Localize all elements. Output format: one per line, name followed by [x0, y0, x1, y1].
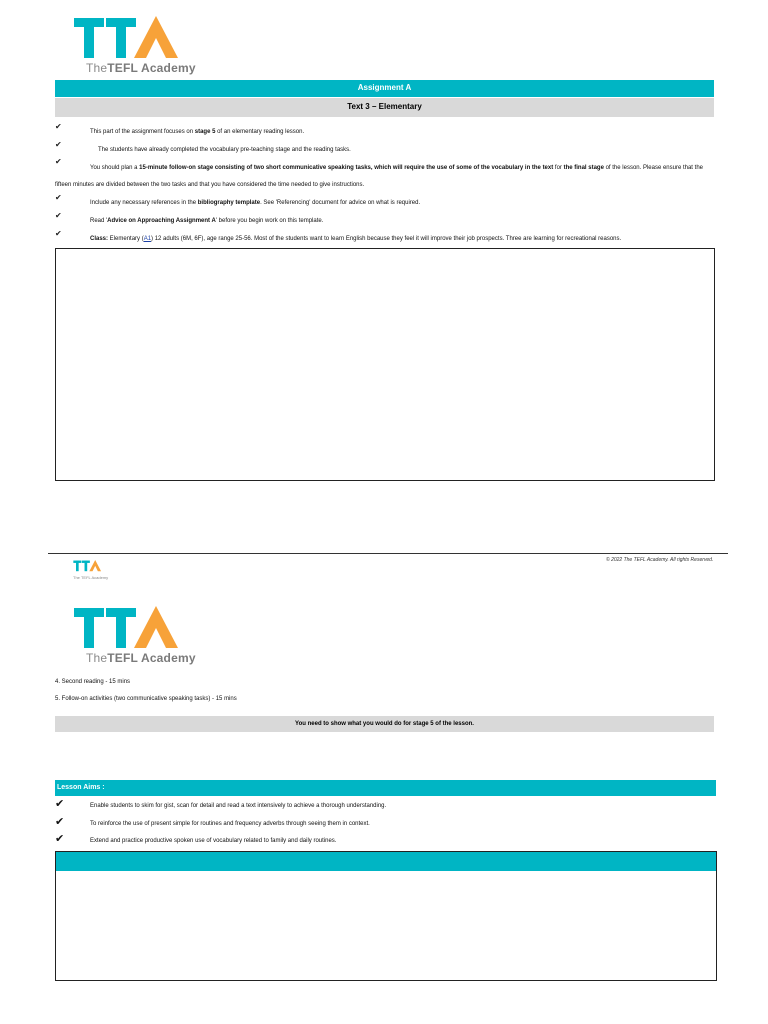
- check-icon: ✔: [55, 140, 62, 149]
- instruction-references: Include any necessary references in the bibliography template. See 'Referencing' document for advice on what is required.: [90, 200, 421, 206]
- logo-subtitle: TheTEFL Academy: [86, 61, 196, 75]
- check-icon: ✔: [55, 833, 65, 845]
- copyright-note: © 2022 The TEFL Academy. All rights Reserved.: [606, 557, 714, 563]
- aim-1: Enable students to skim for gist, scan for detail and read a text intensively to achieve a thorough understanding.: [90, 803, 387, 809]
- stage-5-line: 5. Follow-on activities (two communicative speaking tasks) - 15 mins: [55, 696, 237, 702]
- instruction-advice: Read 'Advice on Approaching Assignment A' before you begin work on this template.: [90, 218, 324, 224]
- instruction-completed: The students have already completed the vocabulary pre-teaching stage and the reading tasks.: [98, 147, 351, 153]
- instruction-plan: You should plan a 15-minute follow-on stage consisting of two short communicative speaking tasks, which will require the use of some of the vocabulary in the text for the final stage of the lesson. Please ensure that the: [90, 165, 703, 171]
- stage-note-bar: You need to show what you would do for stage 5 of the lesson.: [55, 716, 714, 732]
- text-title-bar: Text 3 – Elementary: [55, 98, 714, 117]
- instruction-plan-continued: fifteen minutes are divided between the two tasks and that you have considered the time needed to give instructions.: [55, 182, 365, 188]
- logo-small-subtitle: The TEFL Academy: [73, 575, 109, 580]
- check-icon: ✔: [55, 122, 62, 131]
- tta-logo: [74, 16, 196, 81]
- check-icon: ✔: [55, 798, 65, 810]
- tta-logo-small-mark: [69, 560, 107, 576]
- assignment-title-bar: Assignment A: [55, 80, 714, 97]
- aim-2: To reinforce the use of present simple for routines and frequency adverbs through seeing them in context.: [90, 821, 370, 827]
- check-icon: ✔: [55, 157, 62, 166]
- answer-table-header: [55, 851, 717, 872]
- level-link[interactable]: A1: [143, 236, 152, 242]
- answer-box[interactable]: [55, 248, 715, 481]
- aim-3: Extend and practice productive spoken use of vocabulary related to family and daily routines.: [90, 838, 337, 844]
- check-icon: ✔: [55, 211, 62, 220]
- class-description: Class: Elementary (A1) 12 adults (6M, 6F), age range 25-56. Most of the students want to learn English because they feel it will improve their job prospects. Three are learning for recreational reasons.: [90, 236, 622, 242]
- logo-2-subtitle: TheTEFL Academy: [86, 651, 196, 665]
- answer-table-body[interactable]: [55, 871, 717, 981]
- check-icon: ✔: [55, 229, 62, 238]
- stage-4-line: 4. Second reading - 15 mins: [55, 679, 131, 685]
- instruction-stage-focus: This part of the assignment focuses on stage 5 of an elementary reading lesson.: [90, 129, 305, 135]
- lesson-aims-bar: Lesson Aims :: [55, 780, 716, 796]
- page-divider: [48, 553, 728, 554]
- check-icon: ✔: [55, 193, 62, 202]
- tta-logo-2: [74, 606, 196, 671]
- tta-logo-small: [69, 560, 107, 581]
- check-icon: ✔: [55, 816, 65, 828]
